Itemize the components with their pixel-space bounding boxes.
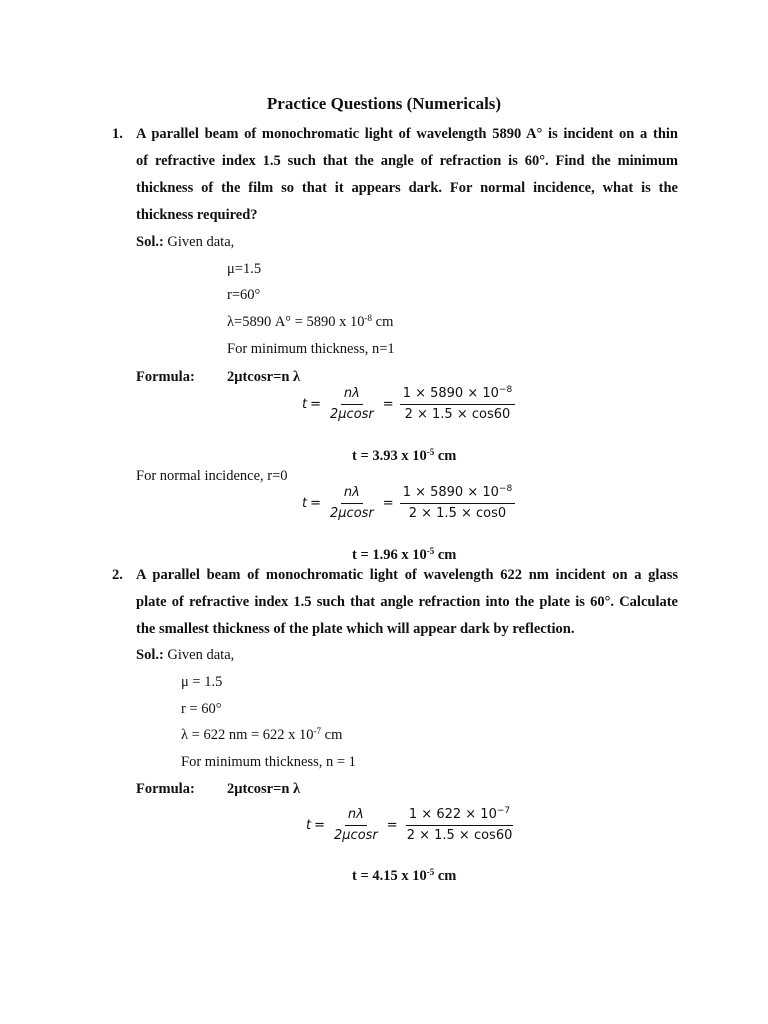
given-lambda-unit: cm — [372, 314, 394, 330]
equation-2 — [302, 485, 518, 522]
fraction-denominator: 2 × 1.5 × cos60 — [406, 828, 513, 843]
eq-lhs: t — [302, 496, 308, 511]
fraction-denominator: 2 × 1.5 × cos0 — [408, 506, 507, 521]
question-1-line-3: thickness of the film so that it appears dark. For normal incidence, what is the — [136, 180, 678, 196]
fraction-numerator — [400, 485, 516, 504]
result-unit: cm — [434, 868, 457, 884]
question-1-line-1: A parallel beam of monochromatic light of wavelength 5890 A° is incident on a thin — [136, 126, 678, 142]
fraction-numerator: nλ — [345, 807, 367, 826]
numerator-exp: −8 — [498, 484, 513, 494]
eq-lhs: t — [302, 397, 308, 412]
question-2-line-2: plate of refractive index 1.5 such that angle refraction into the plate is 60°. Calculate — [136, 594, 678, 610]
formula-label: Formula: — [136, 369, 195, 385]
given-lambda — [181, 727, 342, 744]
eq-sign: = — [382, 397, 394, 412]
given-r: r = 60° — [181, 701, 222, 717]
numerator-base: 1 × 622 × 10 — [408, 807, 497, 822]
eq-sign: = — [310, 397, 322, 412]
fraction-numeric — [400, 485, 516, 522]
sol-text: Given data, — [163, 234, 235, 250]
eq-sign: = — [382, 496, 394, 511]
result-2 — [352, 547, 456, 564]
normal-incidence-text: For normal incidence, r=0 — [136, 468, 288, 484]
eq-lhs: t — [306, 818, 312, 833]
page-title: Practice Questions (Numericals) — [266, 94, 502, 113]
given-mu: μ=1.5 — [227, 261, 262, 277]
fraction-denominator: 2μcosr — [330, 506, 374, 521]
numerator-exp: −8 — [498, 385, 513, 395]
result-1 — [352, 448, 456, 465]
question-1-line-4: thickness required? — [136, 207, 258, 223]
fraction-numerator — [400, 386, 516, 405]
question-1-line-2: of refractive index 1.5 such that the angle of refraction is 60°. Find the minimum — [136, 153, 678, 169]
numerator-base: 1 × 5890 × 10 — [402, 485, 499, 500]
fraction-numeric — [404, 807, 516, 844]
fraction-denominator: 2μcosr — [334, 828, 378, 843]
fraction-denominator: 2μcosr — [330, 407, 374, 422]
result-base: t = 3.93 x 10 — [352, 448, 427, 464]
given-lambda-unit: cm — [321, 727, 343, 743]
eq-sign: = — [310, 496, 322, 511]
result-exp: -5 — [426, 447, 435, 457]
result-exp: -5 — [426, 867, 435, 877]
given-n: For minimum thickness, n=1 — [227, 341, 395, 357]
given-lambda-base: λ=5890 A° = 5890 x 10 — [227, 314, 365, 330]
result-unit: cm — [434, 448, 457, 464]
numerator-base: 1 × 5890 × 10 — [402, 386, 499, 401]
result-unit: cm — [434, 547, 457, 563]
formula: 2μtcosr=n λ — [227, 369, 301, 385]
result-base: t = 1.96 x 10 — [352, 547, 427, 563]
solution-2-heading — [136, 647, 234, 664]
eq-sign: = — [314, 818, 326, 833]
eq-sign: = — [386, 818, 398, 833]
fraction-numerator: nλ — [341, 386, 363, 405]
fraction-numerator — [406, 807, 513, 826]
fraction-numerator: nλ — [341, 485, 363, 504]
given-lambda-base: λ = 622 nm = 622 x 10 — [181, 727, 314, 743]
question-2-line-1: A parallel beam of monochromatic light of wavelength 622 nm incident on a glass — [136, 567, 678, 583]
sol-label: Sol.: — [136, 647, 164, 663]
sol-label: Sol.: — [136, 234, 164, 250]
result-exp: -5 — [426, 546, 435, 556]
given-lambda — [227, 314, 393, 331]
formula-label: Formula: — [136, 781, 195, 797]
given-r: r=60° — [227, 287, 261, 303]
fraction-numeric — [400, 386, 516, 423]
given-n: For minimum thickness, n = 1 — [181, 754, 356, 770]
fraction-symbolic — [331, 807, 381, 844]
equation-3 — [306, 807, 518, 844]
question-2-number: 2. — [112, 567, 123, 583]
result-3 — [352, 868, 456, 885]
fraction-symbolic — [327, 386, 377, 423]
sol-text: Given data, — [163, 647, 235, 663]
fraction-symbolic — [327, 485, 377, 522]
numerator-exp: −7 — [496, 806, 511, 816]
formula: 2μtcosr=n λ — [227, 781, 301, 797]
given-lambda-exp: -8 — [364, 313, 373, 323]
equation-1 — [302, 386, 518, 423]
given-lambda-exp: -7 — [313, 726, 322, 736]
given-mu: μ = 1.5 — [181, 674, 223, 690]
result-base: t = 4.15 x 10 — [352, 868, 427, 884]
question-2-line-3: the smallest thickness of the plate which will appear dark by reflection. — [136, 621, 575, 637]
fraction-denominator: 2 × 1.5 × cos60 — [404, 407, 511, 422]
solution-1-heading — [136, 234, 234, 251]
question-1-number: 1. — [112, 126, 123, 142]
